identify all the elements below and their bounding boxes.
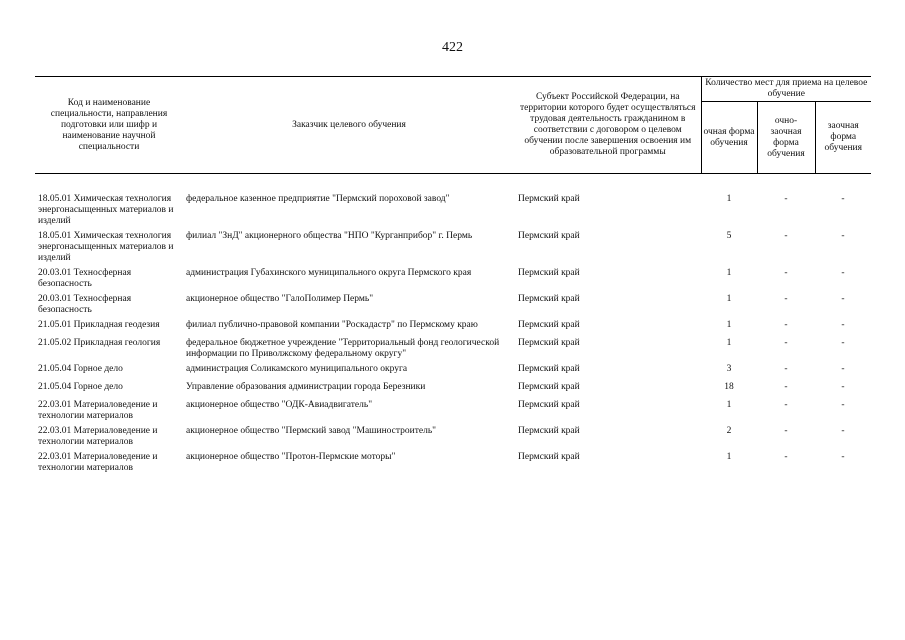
table-row: [35, 380, 871, 398]
row-code: 22.03.01 Материаловедение и технологии материалов: [38, 399, 158, 421]
table-row: [35, 336, 871, 362]
row-extramural: -: [841, 267, 845, 278]
row-customer: Управление образования администрации города Березники: [186, 381, 426, 392]
row-code: 21.05.01 Прикладная геодезия: [38, 319, 160, 330]
header-subject: Субъект Российской Федерации, на территории которого будет осуществляться трудовая деятельность гражданином в соответствии с договором о целевом обучении после завершения освоения им образовательной программы: [515, 77, 701, 174]
row-code: 18.05.01 Химическая технология энергонасыщенных материалов и изделий: [38, 193, 174, 226]
table-row: [35, 318, 871, 336]
row-full-time: 1: [726, 399, 732, 410]
row-full-time: 2: [726, 425, 732, 436]
row-extramural: -: [841, 425, 845, 436]
header-places: Количество мест для приема на целевое обучение: [701, 77, 871, 102]
row-customer: федеральное бюджетное учреждение "Территориальный фонд геологической информации по Приволжскому федеральному округу": [186, 337, 500, 359]
header-part-time: очно-заочная форма обучения: [757, 102, 815, 174]
table-body: [35, 174, 871, 476]
row-part-time: -: [784, 319, 788, 330]
row-extramural: -: [841, 337, 845, 348]
row-customer: акционерное общество "Протон-Пермские моторы": [186, 451, 396, 462]
row-full-time: 18: [724, 381, 734, 392]
table-row: [35, 450, 871, 476]
row-region: Пермский край: [518, 337, 580, 348]
row-customer: администрация Губахинского муниципального округа Пермского края: [186, 267, 472, 278]
row-full-time: 5: [726, 230, 732, 241]
row-part-time: -: [784, 425, 788, 436]
row-code: 21.05.04 Горное дело: [38, 363, 123, 374]
row-part-time: -: [784, 451, 788, 462]
header-customer: Заказчик целевого обучения: [183, 77, 515, 174]
row-full-time: 1: [726, 193, 732, 204]
row-customer: акционерное общество "Пермский завод "Машиностроитель": [186, 425, 437, 436]
row-customer: администрация Соликамского муниципального округа: [186, 363, 408, 374]
row-extramural: -: [841, 381, 845, 392]
row-customer: филиал публично-правовой компании "Роскадастр" по Пермскому краю: [186, 319, 478, 330]
row-region: Пермский край: [518, 425, 580, 436]
row-part-time: -: [784, 381, 788, 392]
row-customer: филиал "ЗнД" акционерного общества "НПО "Курганприбор" г. Пермь: [186, 230, 473, 241]
row-full-time: 1: [726, 319, 732, 330]
table-row: [35, 424, 871, 450]
row-extramural: -: [841, 293, 845, 304]
row-customer: федеральное казенное предприятие "Пермский пороховой завод": [186, 193, 450, 204]
row-region: Пермский край: [518, 293, 580, 304]
row-part-time: -: [784, 337, 788, 348]
header-code: Код и наименование специальности, направления подготовки или шифр и наименование научной специальности: [35, 77, 183, 174]
table-row: [35, 362, 871, 380]
row-region: Пермский край: [518, 267, 580, 278]
table-row: [35, 192, 871, 229]
row-extramural: -: [841, 230, 845, 241]
target-training-table: [35, 76, 871, 476]
header-full-time: очная форма обучения: [701, 102, 757, 174]
row-full-time: 3: [726, 363, 732, 374]
row-full-time: 1: [726, 267, 732, 278]
row-region: Пермский край: [518, 451, 580, 462]
row-extramural: -: [841, 399, 845, 410]
row-code: 20.03.01 Техносферная безопасность: [38, 293, 132, 315]
table-header: [35, 77, 871, 174]
row-code: 20.03.01 Техносферная безопасность: [38, 267, 132, 289]
header-extramural: заочная форма обучения: [815, 102, 871, 174]
row-region: Пермский край: [518, 193, 580, 204]
row-part-time: -: [784, 293, 788, 304]
row-extramural: -: [841, 193, 845, 204]
row-extramural: -: [841, 363, 845, 374]
row-region: Пермский край: [518, 399, 580, 410]
row-code: 21.05.02 Прикладная геология: [38, 337, 161, 348]
row-region: Пермский край: [518, 319, 580, 330]
row-part-time: -: [784, 399, 788, 410]
row-full-time: 1: [726, 293, 732, 304]
row-extramural: -: [841, 319, 845, 330]
page-number: 422: [442, 40, 463, 55]
table-row: [35, 398, 871, 424]
row-region: Пермский край: [518, 381, 580, 392]
row-full-time: 1: [726, 451, 732, 462]
row-extramural: -: [841, 451, 845, 462]
table-row: [35, 266, 871, 292]
row-code: 21.05.04 Горное дело: [38, 381, 123, 392]
row-part-time: -: [784, 193, 788, 204]
row-full-time: 1: [726, 337, 732, 348]
table-row: [35, 292, 871, 318]
row-customer: акционерное общество "ГалоПолимер Пермь": [186, 293, 374, 304]
row-region: Пермский край: [518, 363, 580, 374]
row-code: 22.03.01 Материаловедение и технологии материалов: [38, 425, 158, 447]
row-customer: акционерное общество "ОДК-Авиадвигатель": [186, 399, 373, 410]
row-code: 18.05.01 Химическая технология энергонасыщенных материалов и изделий: [38, 230, 174, 263]
row-part-time: -: [784, 267, 788, 278]
row-code: 22.03.01 Материаловедение и технологии материалов: [38, 451, 158, 473]
table-row: [35, 229, 871, 266]
row-region: Пермский край: [518, 230, 580, 241]
row-part-time: -: [784, 230, 788, 241]
row-part-time: -: [784, 363, 788, 374]
